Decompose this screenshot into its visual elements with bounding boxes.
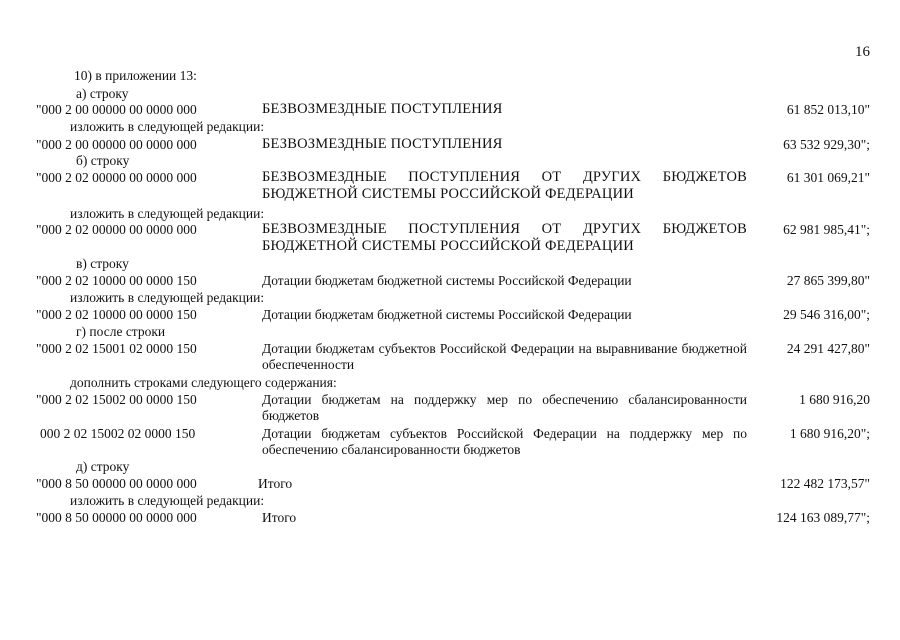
item-b-new-code: "000 2 02 00000 00 0000 000: [36, 222, 197, 237]
item-v-new-code: "000 2 02 10000 00 0000 150: [36, 307, 197, 322]
item-d-old-code: "000 8 50 00000 00 0000 000: [36, 476, 197, 491]
item-a-label: а) строку: [76, 86, 129, 101]
section-heading: 10) в приложении 13:: [74, 68, 197, 83]
item-v-label: в) строку: [76, 256, 129, 271]
item-g-old-sum: 24 291 427,80": [786, 341, 870, 356]
item-g-label: г) после строки: [76, 324, 166, 339]
item-d-instruction: изложить в следующей редакции:: [70, 493, 265, 508]
item-a-instruction: изложить в следующей редакции:: [70, 119, 265, 134]
item-g-add1-code: "000 2 02 15002 00 0000 150: [36, 392, 197, 407]
item-a-new-name: БЕЗВОЗМЕЗДНЫЕ ПОСТУПЛЕНИЯ: [262, 136, 503, 152]
item-g-add1-name: Дотации бюджетам на поддержку мер по обеспечению сбалансированности бюджетов: [262, 392, 747, 423]
item-b-old-sum: 61 301 069,21": [786, 170, 870, 185]
item-g-add2-code: 000 2 02 15002 02 0000 150: [40, 426, 196, 441]
item-g-old-code: "000 2 02 15001 02 0000 150: [36, 341, 197, 356]
item-v-old-sum: 27 865 399,80": [786, 273, 870, 288]
item-a-old-code: "000 2 00 00000 00 0000 000: [36, 102, 197, 117]
item-d-new-name: Итого: [262, 510, 297, 525]
item-d-label: д) строку: [76, 459, 130, 474]
item-v-new-sum: 29 546 316,00";: [783, 307, 870, 322]
item-a-new-sum: 63 532 929,30";: [783, 137, 870, 152]
item-b-new-sum: 62 981 985,41";: [783, 222, 870, 237]
item-v-instruction: изложить в следующей редакции:: [70, 290, 265, 305]
item-v-new-name: Дотации бюджетам бюджетной системы Российской Федерации: [262, 307, 632, 322]
item-g-add2-sum: 1 680 916,20";: [789, 426, 870, 441]
item-b-old-name: БЕЗВОЗМЕЗДНЫЕ ПОСТУПЛЕНИЯ ОТ ДРУГИХ БЮДЖЕТОВ БЮДЖЕТНОЙ СИСТЕМЫ РОССИЙСКОЙ ФЕДЕРАЦИИ: [262, 169, 747, 202]
item-v-old-name: Дотации бюджетам бюджетной системы Российской Федерации: [262, 273, 632, 288]
item-v-old-code: "000 2 02 10000 00 0000 150: [36, 273, 197, 288]
item-b-instruction: изложить в следующей редакции:: [70, 206, 265, 221]
item-a-old-name: БЕЗВОЗМЕЗДНЫЕ ПОСТУПЛЕНИЯ: [262, 101, 503, 117]
item-d-new-code: "000 8 50 00000 00 0000 000: [36, 510, 197, 525]
item-d-old-name: Итого: [258, 476, 293, 491]
page-number: 16: [855, 44, 870, 60]
item-b-label: б) строку: [76, 153, 130, 168]
item-a-new-code: "000 2 00 00000 00 0000 000: [36, 137, 197, 152]
item-d-new-sum: 124 163 089,77";: [776, 510, 870, 525]
item-g-old-name: Дотации бюджетам субъектов Российской Федерации на выравнивание бюджетной обеспеченности: [262, 341, 747, 372]
item-a-old-sum: 61 852 013,10": [786, 102, 870, 117]
item-g-instruction: дополнить строками следующего содержания:: [70, 375, 337, 390]
item-g-add1-sum: 1 680 916,20: [799, 392, 870, 407]
item-d-old-sum: 122 482 173,57": [780, 476, 870, 491]
item-g-add2-name: Дотации бюджетам субъектов Российской Федерации на поддержку мер по обеспечению сбалансированности бюджетов: [262, 426, 747, 457]
item-b-new-name: БЕЗВОЗМЕЗДНЫЕ ПОСТУПЛЕНИЯ ОТ ДРУГИХ БЮДЖЕТОВ БЮДЖЕТНОЙ СИСТЕМЫ РОССИЙСКОЙ ФЕДЕРАЦИИ: [262, 221, 747, 254]
item-b-old-code: "000 2 02 00000 00 0000 000: [36, 170, 197, 185]
